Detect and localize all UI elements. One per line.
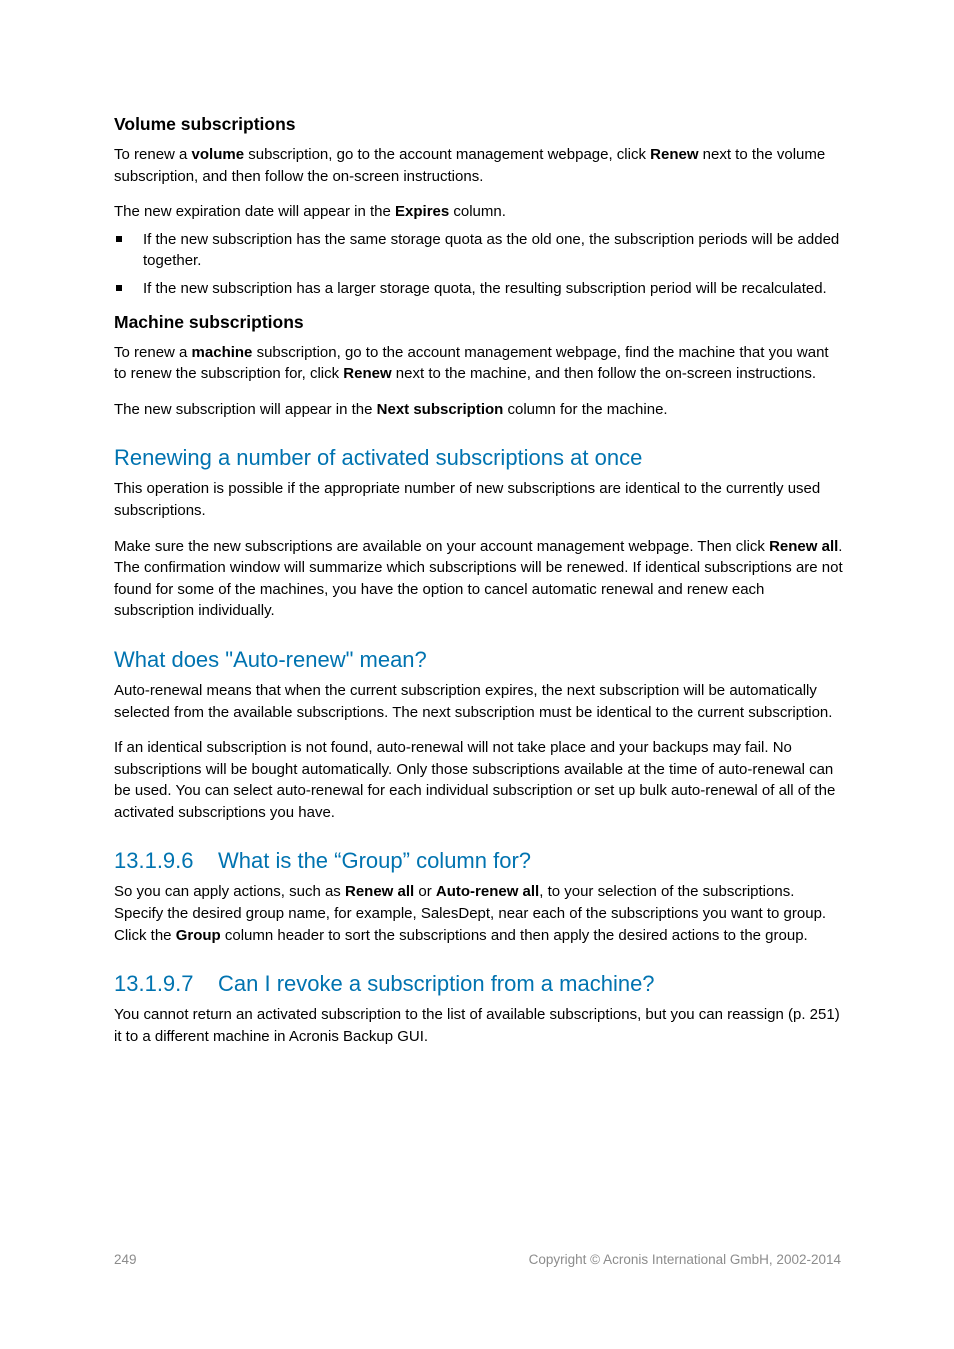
square-bullet-icon xyxy=(116,236,122,242)
list-item: If the new subscription has the same storage quota as the old one, the subscription periods will be added together. xyxy=(114,229,844,272)
list-item: If the new subscription has a larger storage quota, the resulting subscription period will be recalculated. xyxy=(114,278,844,300)
page-number: 249 xyxy=(114,1252,137,1267)
volume-paragraph-1: To renew a volume subscription, go to the account management webpage, click Renew next to the volume subscription, and then follow the on-screen instructions. xyxy=(114,146,826,185)
page-content xyxy=(114,112,844,1047)
revoke-paragraph: You cannot return an activated subscription to the list of available subscriptions, but you can reassign (p. 251) it to a different machine in Acronis Backup GUI. xyxy=(114,1006,840,1045)
square-bullet-icon xyxy=(116,285,122,291)
group-column-heading: 13.1.9.6 What is the “Group” column for? xyxy=(114,848,532,874)
machine-subscriptions-heading: Machine subscriptions xyxy=(114,311,304,332)
auto-renew-paragraph-2: If an identical subscription is not found, auto-renewal will not take place and your backups may fail. No subscriptions will be bought automatically. Only those subscriptions available at the time of auto-renewal can be used. You can select auto-renewal for each individual subscription or set up bulk auto-renewal of all of the activated subscriptions you have. xyxy=(114,739,836,821)
volume-paragraph-2: The new expiration date will appear in the Expires column. xyxy=(114,203,506,221)
section-number: 13.1.9.7 xyxy=(114,971,194,997)
renew-all-heading: Renewing a number of activated subscriptions at once xyxy=(114,445,643,471)
volume-bullet-list xyxy=(114,229,844,300)
copyright-notice: Copyright © Acronis International GmbH, 2002-2014 xyxy=(528,1252,841,1267)
auto-renew-heading: What does "Auto-renew" mean? xyxy=(114,646,427,672)
section-number: 13.1.9.6 xyxy=(114,848,194,874)
renew-all-paragraph-1: This operation is possible if the appropriate number of new subscriptions are identical to the currently used subscriptions. xyxy=(114,480,821,519)
volume-subscriptions-heading: Volume subscriptions xyxy=(114,114,296,134)
machine-paragraph-2: The new subscription will appear in the Next subscription column for the machine. xyxy=(114,400,668,418)
machine-paragraph-1: To renew a machine subscription, go to the account management webpage, find the machine that you want to renew the subscription for, click Renew next to the machine, and then follow the on-screen instructions. xyxy=(114,343,829,383)
revoke-heading: 13.1.9.7 Can I revoke a subscription from a machine? xyxy=(114,971,655,997)
group-column-paragraph: So you can apply actions, such as Renew all or Auto-renew all, to your selection of the subscriptions. Specify the desired group name, for example, SalesDept, near each of the subscriptions you want to group. Click the Group column header to sort the subscriptions and then apply the desired actions to the group. xyxy=(114,883,827,944)
renew-all-paragraph-2: Make sure the new subscriptions are available on your account management webpage. Then click Renew all. The confirmation window will summarize which subscriptions will be renewed. If identical subscriptions are not found for some of the machines, you have the option to cancel automatic renewal and renew each subscription individually. xyxy=(114,537,843,620)
auto-renew-paragraph-1: Auto-renewal means that when the current subscription expires, the next subscription will be automatically selected from the available subscriptions. The next subscription must be identical to the current subscription. xyxy=(114,681,833,721)
